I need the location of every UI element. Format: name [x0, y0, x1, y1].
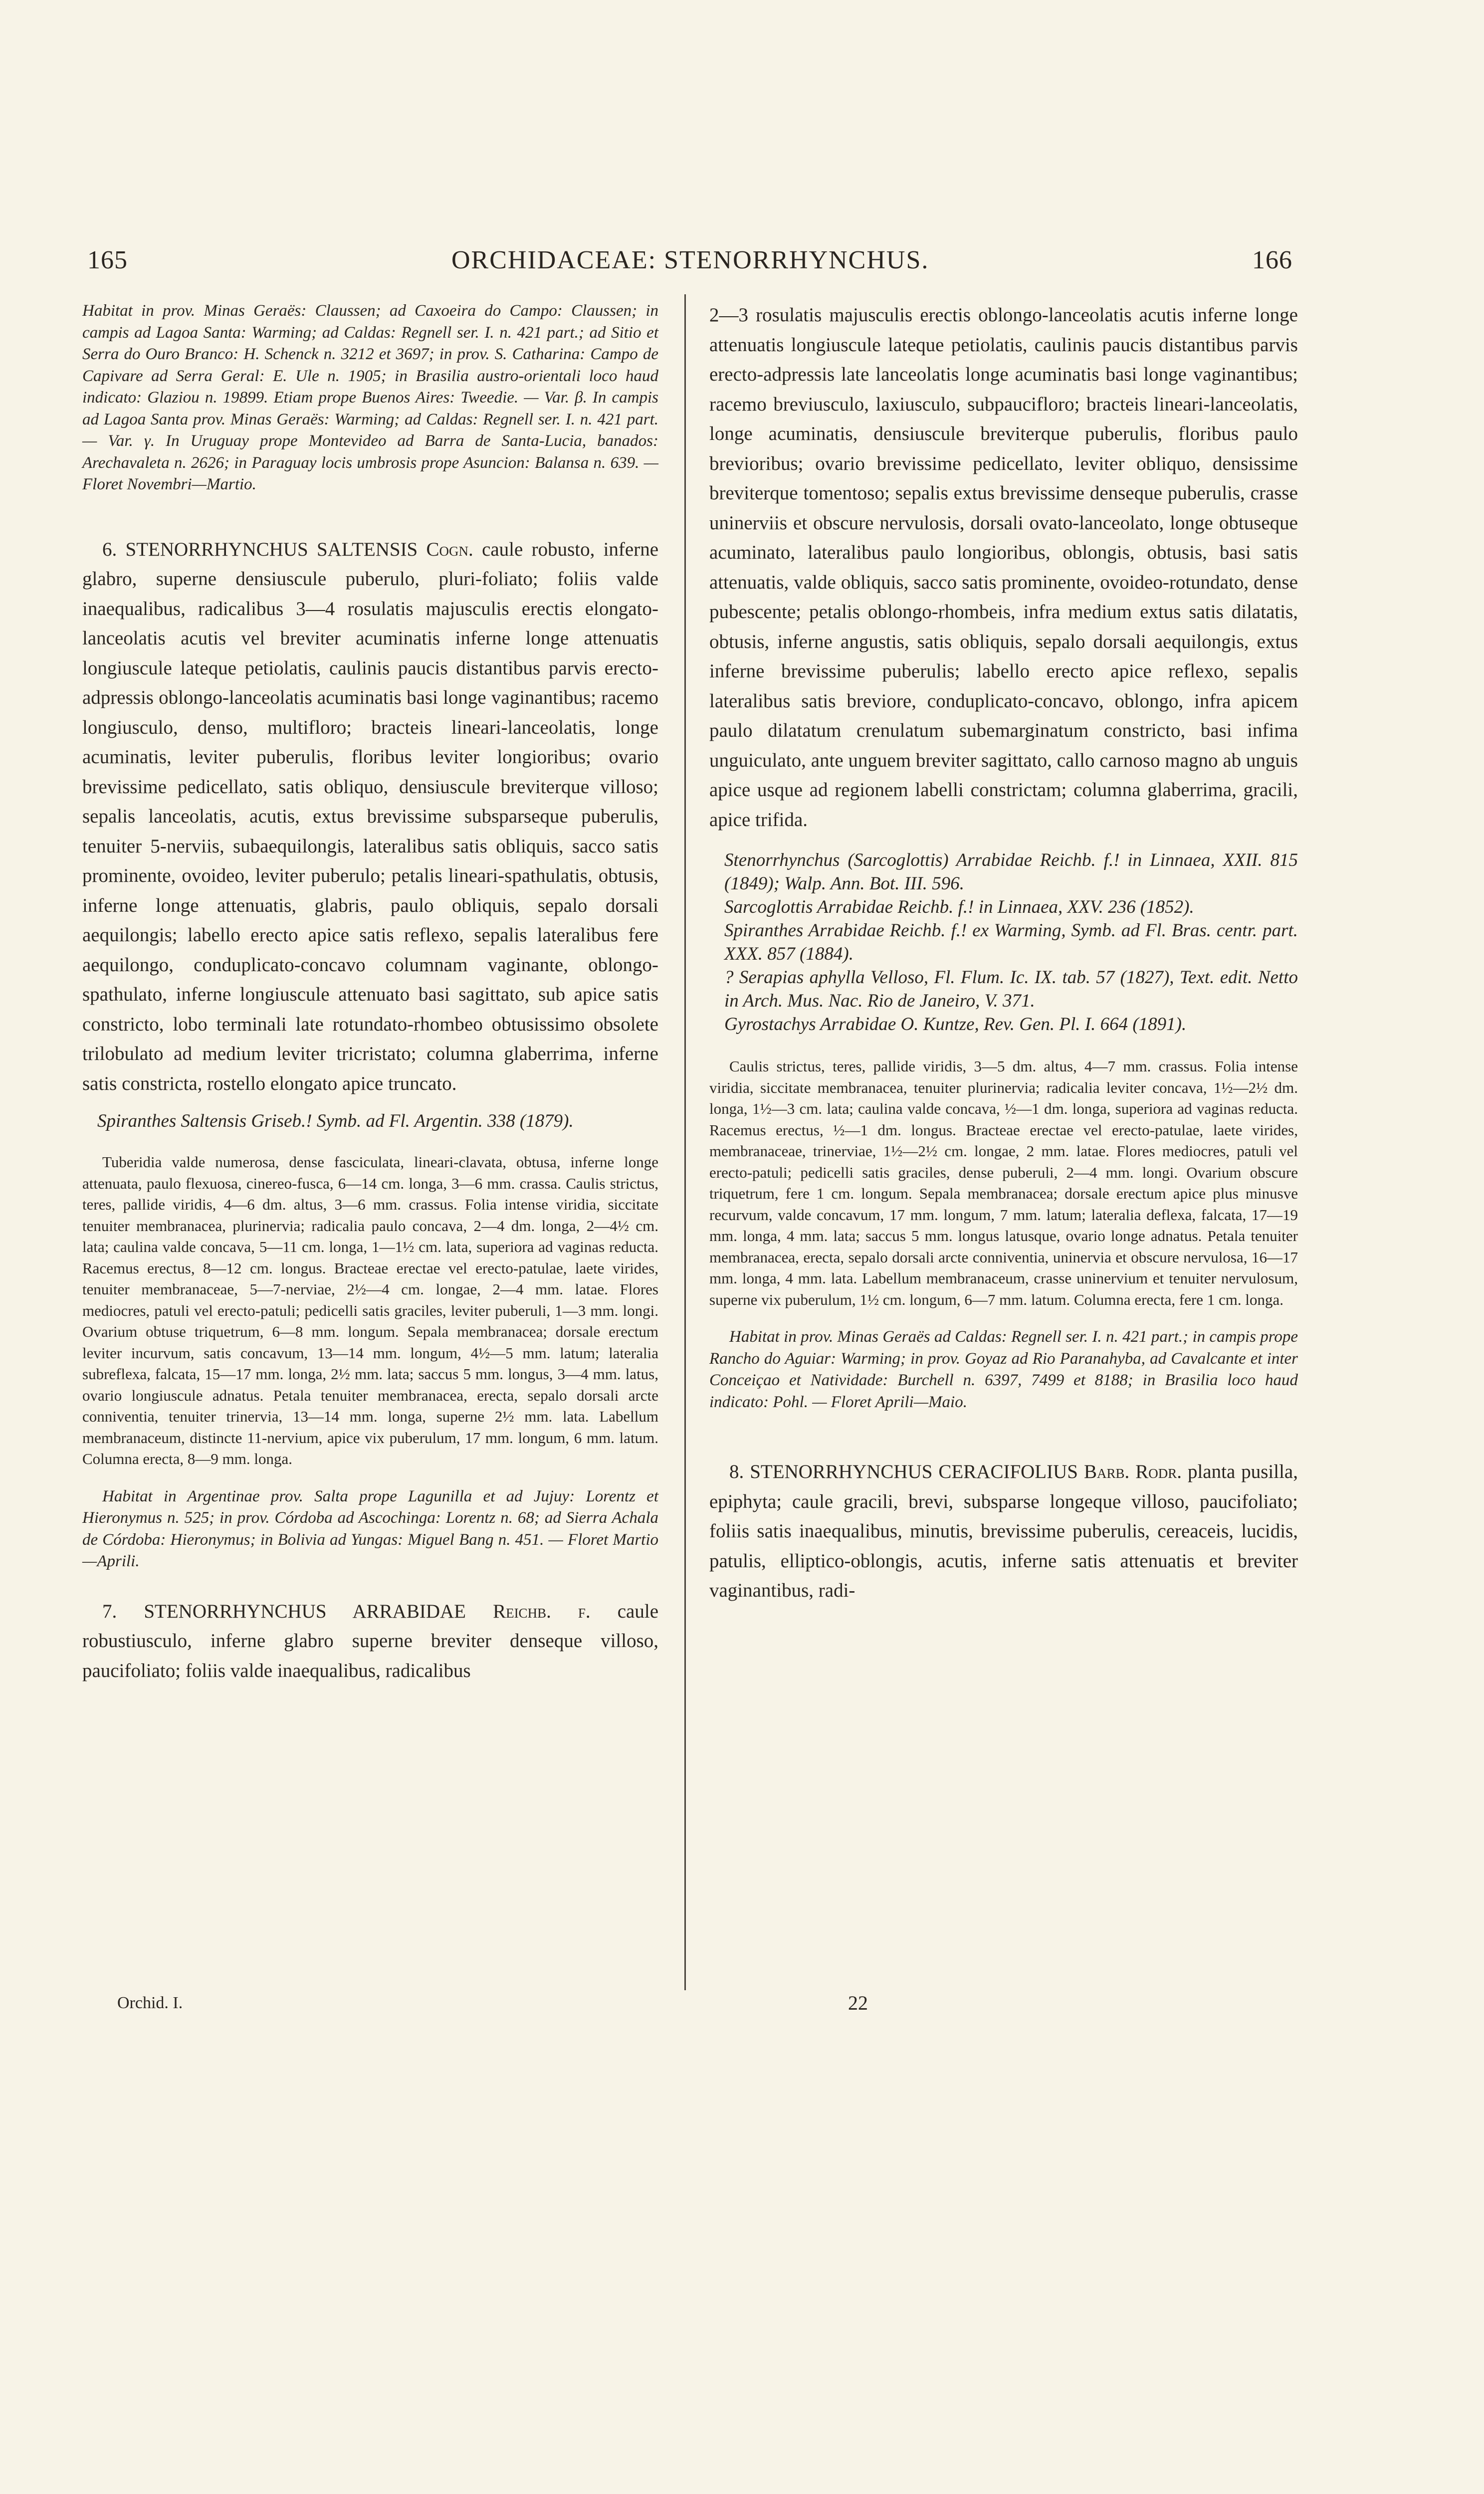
species-7-habitat: Habitat in prov. Minas Geraës ad Caldas: Regnell ser. I. n. 421 part.; in campis prope Rancho do Aguiar: Warming; in prov. Goyaz ad Rio Paranahyba, ad Cavalcante et inter Conceiçao et Natividade: Burchell n. 6397, 7499 et 8188; in Brasilia loco haud indicato: Pohl. — Floret Aprili—Maio.: [709, 1328, 1298, 1411]
species-7-heading: 7. STENORRHYNCHUS ARRABIDAE: [102, 1600, 466, 1622]
literature-1: Stenorrhynchus (Sarcoglottis) Arrabidae Reichb. f.! in Linnaea, XXII. 815 (1849); Walp. Ann. Bot. III. 596.: [724, 850, 1298, 894]
literature-2: Sarcoglottis Arrabidae Reichb. f.! in Linnaea, XXV. 236 (1852).: [724, 897, 1194, 917]
species-6-author: Cogn.: [426, 538, 473, 560]
species-6-description: Tuberidia valde numerosa, dense fasciculata, lineari-clavata, obtusa, inferne longe attenuata, paulo flexuosa, cinereo-fusca, 6—14 cm. longa, 3—6 mm. crassa. Caulis strictus, teres, pallide viridis, 4—6 dm. altus, 3—6 mm. crassus. Folia intense viridia, siccitate tenuiter membranacea, plurinervia; radicalia paulo concava, 2—4 dm. longa, 2—4½ cm. lata; caulina valde concava, 5—11 cm. longa, 1—1½ cm. lata, superiora ad vaginas reducta. Racemus erectus, 8—12 cm. longus. Bracteae erectae vel erecto-patulae, laete virides, tenuiter membranaceae, 5—7-nerviae, 2½—4 cm. longae, 2—4 mm. latae. Flores mediocres, patuli vel erecto-patuli; pedicelli satis graciles, leviter puberuli, 1—3 mm. longi. Ovarium obtuse triquetrum, 6—8 mm. longum. Sepala membranacea; dorsale erectum leviter incurvum, satis concavum, 13—14 mm. longum, 4½—5 mm. latum; lateralia subreflexa, falcata, 15—17 mm. longa, 2½ mm. lata; saccus 5 mm. longus, 3—4 mm. latus, ovario longiuscule adnatus. Petala tenuiter membranacea, erecta, sepalo dorsali arcte conniventia, tenuiter trinervia, 13—14 mm. longa, superne 2½ mm. lata. Labellum membranaceum, distincte 11-nervium, apice vix puberulum, 17 mm. longum, 6 mm. latum. Columna erecta, 8—9 mm. longa.: [82, 1153, 658, 1467]
species-7-diagnosis: caule robustiusculo, inferne glabro superne breviter denseque villoso, paucifoliato; foliis valde inaequalibus, radicalibus: [82, 1600, 659, 1681]
page-title: ORCHIDACEAE: STENORRHYNCHUS.: [451, 246, 929, 274]
literature-4: ? Serapias aphylla Velloso, Fl. Flum. Ic. IX. tab. 57 (1827), Text. edit. Netto in Arch. Mus. Nac. Rio de Janeiro, V. 371.: [724, 967, 1298, 1011]
species-6-literature: Spiranthes Saltensis Griseb.! Symb. ad Fl. Argentin. 338 (1879).: [97, 1111, 574, 1131]
species-7-author: Reichb. f.: [493, 1600, 591, 1622]
species-7-paragraph: [82, 1597, 658, 1686]
species-6-heading: 6. STENORRHYNCHUS SALTENSIS: [102, 538, 418, 560]
species-7-diagnosis-continued: 2—3 rosulatis majusculis erectis oblongo-lanceolatis acutis inferne longe attenuatis longiuscule lateque petiolatis, caulinis paucis distantibus parvis erecto-adpressis late lanceolatis longe acuminatis basi longe vaginantibus; racemo breviusculo, laxiusculo, subpaucifloro; bracteis lineari-lanceolatis, longe acuminatis, densiuscule breviterque puberulis, floribus paulo brevioribus; ovario brevissime pedicellato, leviter obliquo, densissime breviterque tomentoso; sepalis extus brevissime denseque puberulis, crasse uninerviis et obscure nervulosis, dorsali ovato-lanceolato, longe obtuseque acuminato, lateralibus paulo longioribus, oblongis, obtusis, basi satis attenuatis, valde obliquis, sacco satis prominente, ovoideo-rotundato, dense pubescente; petalis oblongo-rhombeis, infra medium extus satis dilatatis, obtusis, inferne angustis, satis obliquis, sepalo dorsali aequilongis, extus inferne brevissime puberulis; labello erecto apice reflexo, sepalis lateralibus satis breviore, conduplicato-concavo, oblongo, infra apicem paulo dilatatum crenulatum subemarginatum constricto, basi infima unguiculato, ante unguem breviter sagittato, callo carnoso magno ab unguis apice usque ad regionem labelli constrictam; columna glaberrima, gracili, apice trifida.: [709, 304, 1298, 831]
literature-3: Spiranthes Arrabidae Reichb. f.! ex Warming, Symb. ad Fl. Bras. centr. part. XXX. 857 (1884).: [724, 920, 1298, 964]
literature-5: Gyrostachys Arrabidae O. Kuntze, Rev. Gen. Pl. I. 664 (1891).: [724, 1014, 1187, 1035]
footer-signature: Orchid. I.: [117, 1994, 183, 2012]
footer-sheet-number: 22: [848, 1992, 868, 2014]
species-8-author: Barb. Rodr.: [1083, 1461, 1182, 1482]
page-number-right: 166: [1252, 246, 1292, 274]
species-6-habitat: Habitat in Argentinae prov. Salta prope Lagunilla et ad Jujuy: Lorentz et Hieronymus n. 525; in prov. Córdoba ad Ascochinga: Lorentz n. 68; ad Sierra Achala de Córdoba: Hieronymus; in Bolivia ad Yungas: Miguel Bang n. 451. — Floret Martio—Aprili.: [82, 1487, 658, 1570]
page-number-left: 165: [87, 246, 128, 274]
species-8-paragraph: [709, 1457, 1298, 1606]
left-column: [82, 300, 658, 1685]
species-8-heading: 8. STENORRHYNCHUS CERACIFOLIUS: [729, 1461, 1078, 1482]
species-8-diagnosis: planta pusilla, epiphyta; caule gracili, brevi, subsparse longeque villoso, paucifoliato; foliis satis inaequalibus, minutis, brevissime puberulis, cereaceis, lucidis, patulis, elliptico-oblongis, acutis, inferne satis attenuatis et breviter vaginantibus, radi-: [709, 1461, 1298, 1601]
habitat-paragraph-5: Habitat in prov. Minas Geraës: Claussen; ad Caxoeira do Campo: Claussen; in campis ad Lagoa Santa: Warming; ad Caldas: Regnell ser. I. n. 421 part.; ad Sitio et Serra do Ouro Branco: H. Schenck n. 3212 et 3697; in prov. S. Catharina: Campo de Capivare ad Serra Geral: E. Ule n. 1905; in Brasilia austro-orientali loco haud indicato: Glaziou n. 19899. Etiam prope Buenos Aires: Tweedie. — Var. β. In campis ad Lagoa Santa prov. Minas Geraës: Warming; ad Caldas: Regnell ser. I. n. 421 part. — Var. γ. In Uruguay prope Montevideo ad Barra de Santa-Lucia, banados: Arechavaleta n. 2626; in Paraguay locis umbrosis prope Asuncion: Balansa n. 639. — Floret Novembri—Martio.: [82, 302, 658, 493]
right-column: [709, 300, 1298, 1606]
species-7-description: Caulis strictus, teres, pallide viridis, 3—5 dm. altus, 4—7 mm. crassus. Folia intense viridia, siccitate membranacea, tenuiter plurinervia; radicalia leviter concava, 1½—2½ dm. longa, 1½—3 cm. lata; caulina valde concava, ½—1 dm. longa, superiora ad vaginas reducta. Racemus erectus, ½—1 dm. longus. Bracteae erectae vel erecto-patulae, laete virides, membranaceae, trinerviae, 1½—2½ cm. longae, 2 mm. latae. Flores mediocres, patuli vel erecto-patuli; pedicelli satis graciles, dense puberuli, 2—4 mm. longi. Ovarium obscure triquetrum, fere 1 cm. longum. Sepala membranacea; dorsale erectum apice plus minusve recurvum, valde concavum, 17 mm. longum, 7 mm. latum; lateralia deflexa, falcata, 17—19 mm. longa, 4 mm. lata; saccus 5 mm. longus latusque, ovario longe adnatus. Petala tenuiter membranacea, erecta, sepalo dorsali arcte conniventia, uninervia et obscure nervulosa, 16—17 mm. longa, 4 mm. lata. Labellum membranaceum, crasse uninervium et tenuiter nervulosum, superne vix puberulum, 1½ cm. longum, 6—7 mm. latum. Columna erecta, fere 1 cm. longa.: [709, 1057, 1298, 1308]
species-6-diagnosis: caule robusto, inferne glabro, superne densiuscule puberulo, pluri-foliato; foliis valde inaequalibus, radicalibus 3—4 rosulatis majusculis erectis elongato-lanceolatis acutis vel breviter acuminatis inferne longe attenuatis longiuscule lateque petiolatis, caulinis paucis distantibus parvis erecto-adpressis oblongo-lanceolatis acuminatis basi longe vaginantibus; racemo longiusculo, denso, multifloro; bracteis lineari-lanceolatis, longe acuminatis, leviter puberulis, floribus leviter longioribus; ovario brevissime pedicellato, satis obliquo, densiuscule breviterque villoso; sepalis lanceolatis, acutis, extus brevissime subsparseque puberulis, tenuiter 5-nerviis, subaequilongis, lateralibus satis obliquis, sacco satis prominente, ovoideo, leviter puberulo; petalis lineari-spathulatis, obtusis, inferne longe attenuatis, glabris, paulo obliquis, sepalo dorsali aequilongis; labello erecto apice satis reflexo, sepalis lateralibus fere aequilongo, conduplicato-concavo columnam vaginante, oblongo-spathulato, inferne longiuscule attenuato basi sagittato, sub apice satis constricto, lobo terminali late rotundato-rhombeo obtusissimo obsolete trilobulato ad medium leviter tricristato; columna glaberrima, inferne satis constricta, rostello elongato apice truncato.: [82, 538, 659, 1094]
column-divider: [684, 294, 686, 1990]
species-6-paragraph: [82, 535, 658, 1099]
